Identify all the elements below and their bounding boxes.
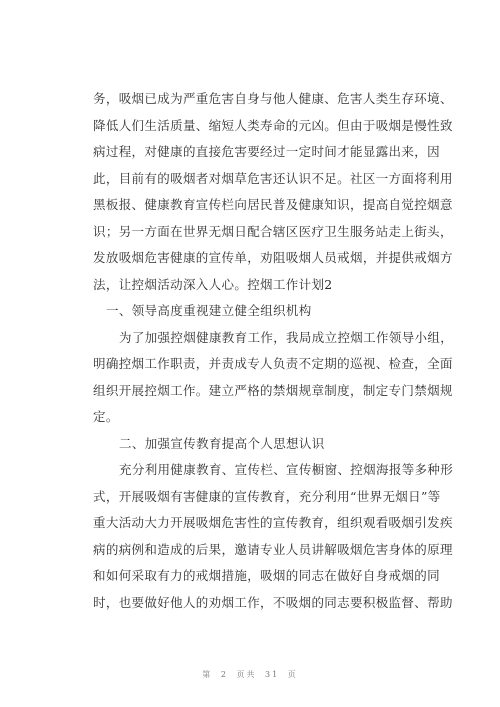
footer-suffix: 页	[287, 670, 298, 679]
text-line: 明确控烟工作职责，并责成专人负责不定期的巡视、检查，全面	[93, 356, 453, 371]
text-line: 病过程，对健康的直接危害要经过一定时间才能显露出来，因	[93, 144, 440, 159]
footer-middle: 页共	[236, 670, 257, 679]
total-pages: 31	[265, 670, 280, 679]
text-line: 黑板报、健康教育宣传栏向居民普及健康知识，提高自觉控烟意	[93, 197, 453, 212]
text-line: 病的病例和造成的后果，邀请专业人员讲解吸烟危害身体的原理	[93, 541, 453, 557]
text-line: 充分利用健康教育、宣传栏、宣传橱窗、控烟海报等多种形	[119, 462, 454, 477]
text-line: 重大活动大力开展吸烟危害性的宣传教育，组织观看吸烟引发疾	[93, 515, 453, 530]
text-line: 降低人们生活质量、缩短人类寿命的元凶。但由于吸烟是慢性致	[93, 117, 453, 133]
text-line: 定。	[93, 409, 119, 424]
text-line: 法，让控烟活动深入人心。控烟工作计划2	[93, 276, 333, 292]
text-line: 务，吸烟已成为严重危害自身与他人健康、危害人类生存环境、	[93, 91, 453, 106]
current-page-number: 2	[220, 670, 228, 679]
text-line: 为了加强控烟健康教育工作，我局成立控烟工作领导小组，	[119, 329, 454, 345]
text-line: 一、领导高度重视建立健全组织机构	[106, 303, 312, 318]
text-line: 时，也要做好他人的劝烟工作，不吸烟的同志要积极监督、帮助	[93, 594, 453, 610]
document-body	[93, 86, 454, 616]
text-line: 和如何采取有力的戒烟措施，吸烟的同志在做好自身戒烟的同	[93, 568, 440, 583]
text-line: 二、加强宣传教育提高个人思想认识	[119, 435, 325, 451]
text-line: 识；另一方面在世界无烟日配合辖区医疗卫生服务站走上街头，	[93, 223, 453, 239]
footer-prefix: 第	[202, 670, 213, 679]
text-line: 发放吸烟危害健康的宣传单，劝阻吸烟人员戒烟，并提供戒烟方	[93, 250, 453, 265]
text-line: 式，开展吸烟有害健康的宣传教育，充分利用“世界无烟日”等	[93, 488, 441, 504]
page-footer	[0, 669, 500, 680]
text-line: 组织开展控烟工作。建立严格的禁烟规章制度，制定专门禁烟规	[93, 382, 453, 398]
text-line: 此，目前有的吸烟者对烟草危害还认识不足。社区一方面将利用	[93, 170, 453, 186]
